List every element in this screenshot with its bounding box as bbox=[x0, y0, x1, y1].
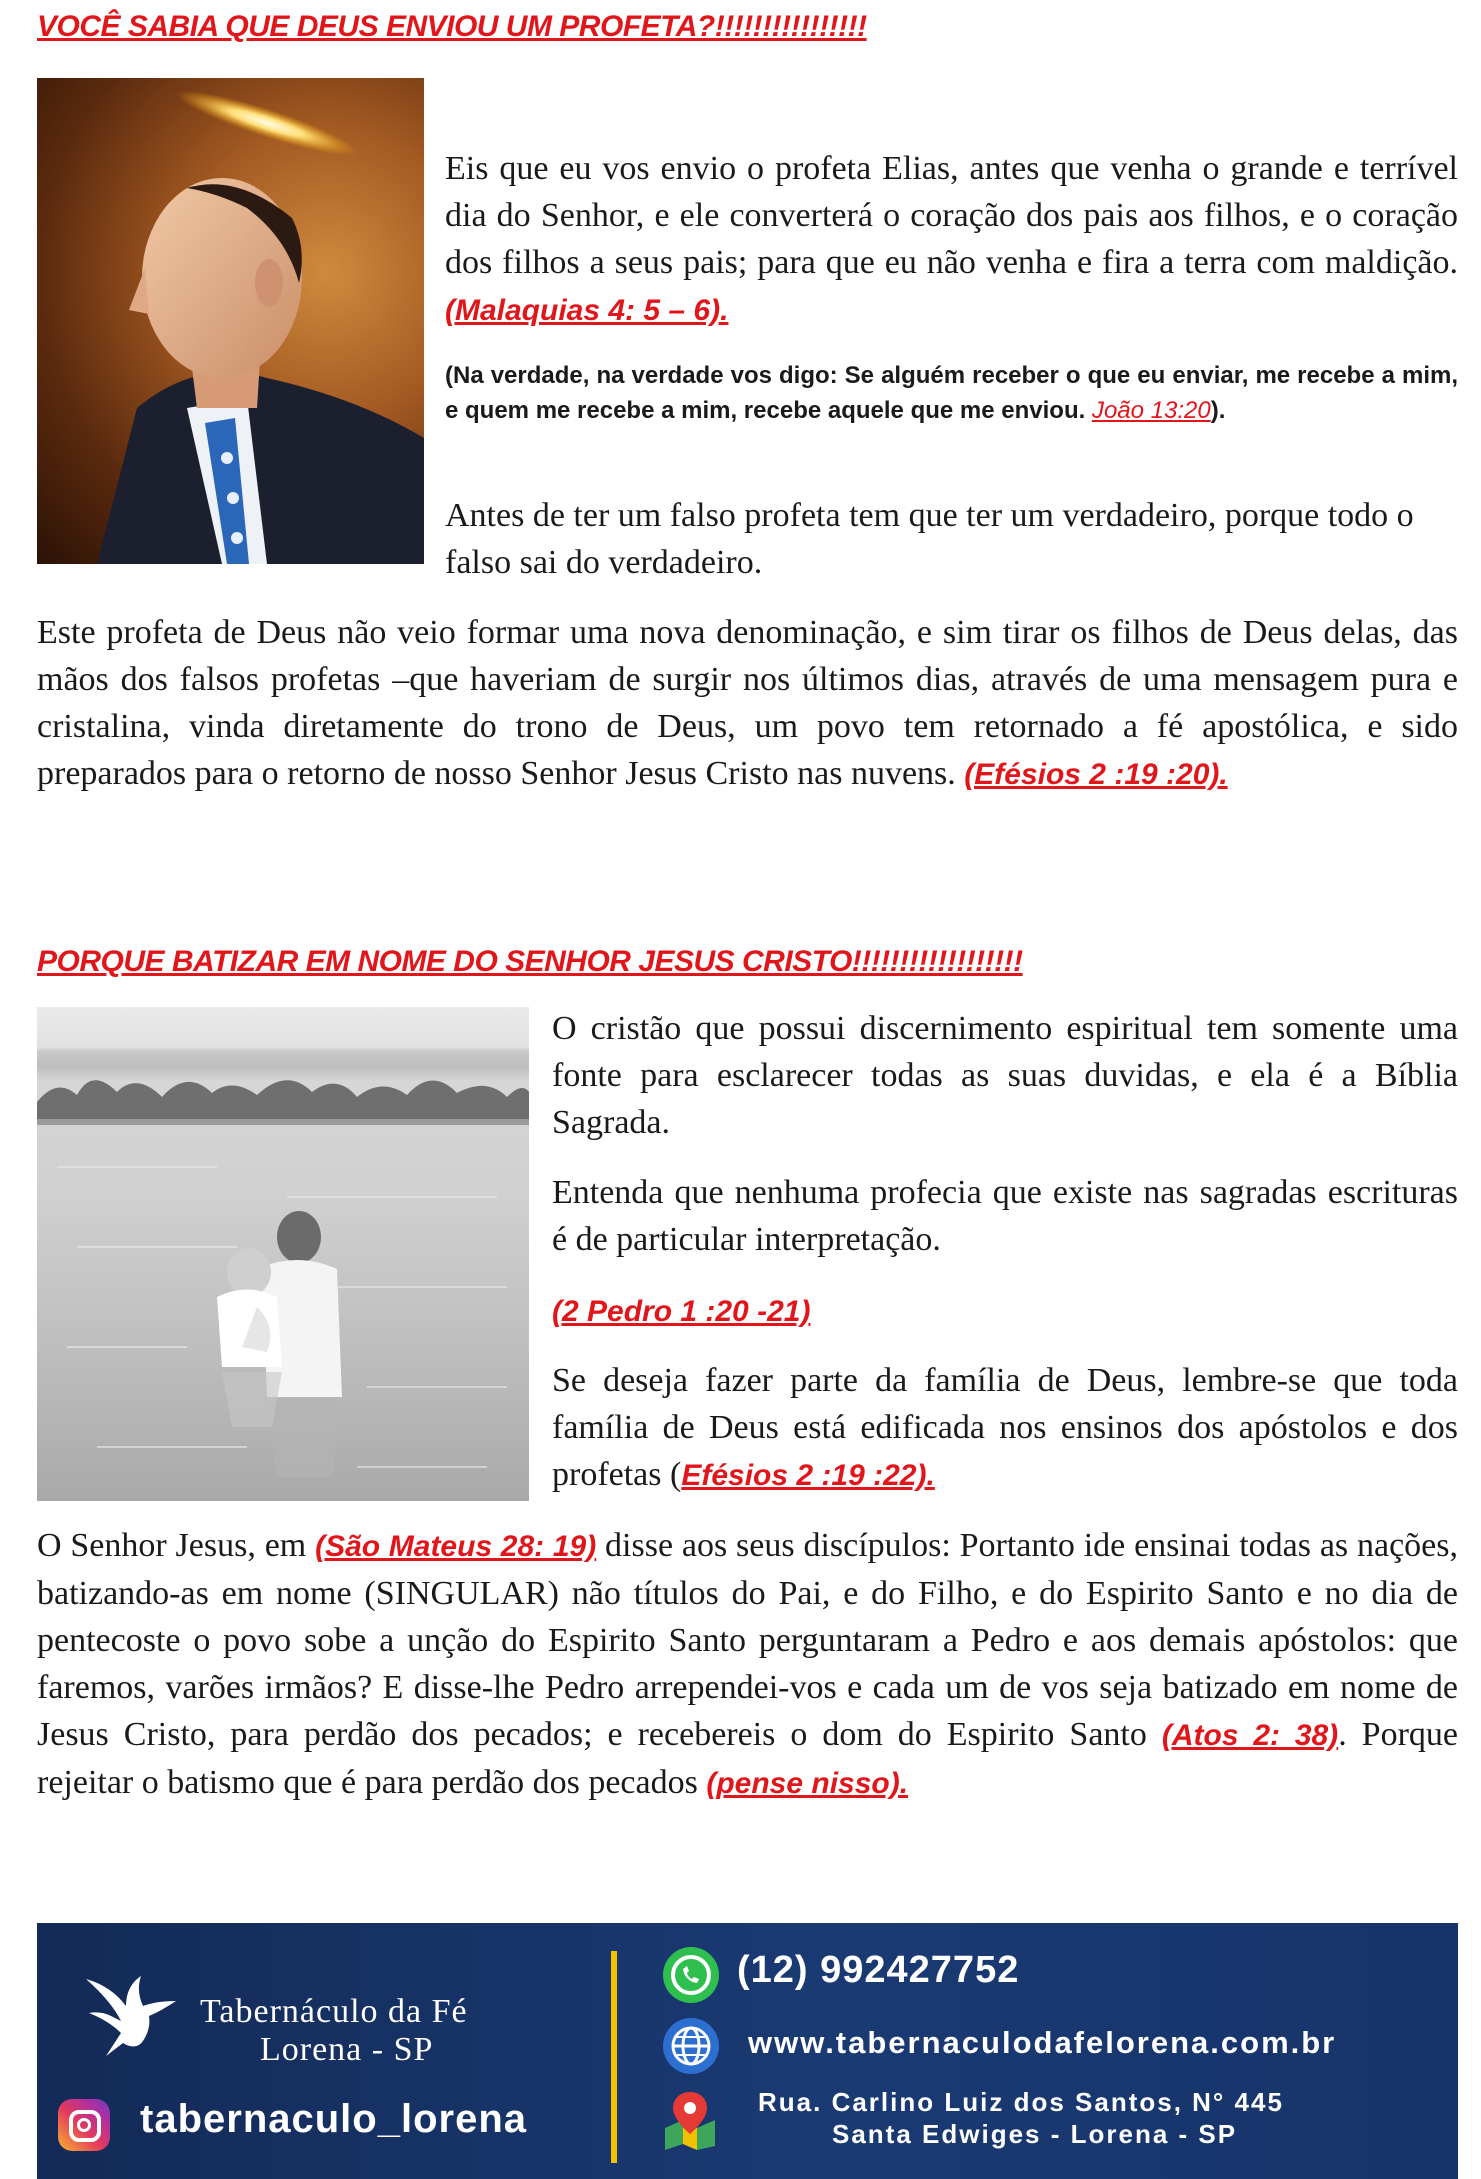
think-about-it-link[interactable]: (pense nisso). bbox=[706, 1767, 909, 1800]
malachi-reference-link[interactable]: (Malaquias 4: 5 – 6). bbox=[445, 294, 729, 327]
church-name-line1: Tabernáculo da Fé bbox=[200, 1993, 468, 2030]
banner-divider bbox=[611, 1951, 617, 2163]
john-reference-link[interactable]: João 13:20 bbox=[1091, 397, 1211, 424]
section2-body-a: O Senhor Jesus, em bbox=[37, 1527, 316, 1564]
peter-reference bbox=[552, 1288, 810, 1335]
instagram-handle[interactable]: tabernaculo_lorena bbox=[140, 2097, 528, 2141]
whatsapp-icon[interactable] bbox=[663, 1947, 719, 2003]
section2-body-c: . Porque rejeitar o batismo que é para perdão dos pecados bbox=[37, 1716, 1458, 1801]
globe-icon[interactable] bbox=[663, 2018, 719, 2074]
malachi-quote bbox=[445, 145, 1458, 334]
john-quote bbox=[445, 358, 1458, 428]
address-line2: Santa Edwiges - Lorena - SP bbox=[832, 2119, 1238, 2149]
section2-heading: PORQUE BATIZAR EM NOME DO SENHOR JESUS CRISTO!!!!!!!!!!!!!!!!!! bbox=[37, 945, 1023, 978]
footer-banner bbox=[37, 1923, 1458, 2179]
section2-para1: O cristão que possui discernimento espiritual tem somente uma fonte para esclarecer todas as suas duvidas, e ela é a Bíblia Sagrada. bbox=[552, 1010, 1458, 1141]
peter-reference-link[interactable]: (2 Pedro 1 :20 -21) bbox=[552, 1295, 811, 1328]
section2-para3 bbox=[552, 1357, 1458, 1499]
section2-para3-text: Se deseja fazer parte da família de Deus, lembre-se que toda família de Deus está edificada nos ensinos dos apóstolos e dos profetas ( bbox=[552, 1362, 1458, 1493]
section2-para2: Entenda que nenhuma profecia que existe nas sagradas escrituras é de particular interpretação. bbox=[552, 1174, 1458, 1258]
section2-body-b: disse aos seus discípulos: Portanto ide ensinai todas as nações, batizando-as em nome (SINGULAR) não títulos do Pai, e do Filho, e do Espirito Santo e no dia de pentecoste o povo sobe a unção do Espirito Santo perguntaram a Pedro e aos demais apóstolos: que faremos, varões irmãos? E disse-lhe Pedro arrependei-vos e cada um de vos seja batizado em nome de Jesus Cristo, para perdão dos pecados; e recebereis o dom do Espirito Santo bbox=[37, 1527, 1458, 1753]
matthew-reference-link[interactable]: (São Mateus 28: 19) bbox=[315, 1530, 597, 1563]
ephesians-2-22-link[interactable]: Efésios 2 :19 :22). bbox=[681, 1459, 935, 1492]
address-line1: Rua. Carlino Luiz dos Santos, N° 445 bbox=[758, 2087, 1284, 2117]
map-pin-icon[interactable] bbox=[659, 2088, 721, 2150]
false-prophet-paragraph: Antes de ter um falso profeta tem que ter um verdadeiro, porque todo o falso sai do verdadeiro. bbox=[445, 497, 1414, 581]
church-name-line2: Lorena - SP bbox=[260, 2031, 434, 2068]
baptism-photo-image bbox=[37, 1007, 529, 1501]
phone-number[interactable]: (12) 992427752 bbox=[737, 1949, 1020, 1991]
section1-body-paragraph bbox=[37, 609, 1458, 798]
john-quote-text: (Na verdade, na verdade vos digo: Se alguém receber o que eu enviar, me recebe a mim, e quem me recebe a mim, recebe aquele que me enviou. bbox=[445, 362, 1458, 424]
section1-body-text: Este profeta de Deus não veio formar uma nova denominação, e sim tirar os filhos de Deus delas, das mãos dos falsos profetas –que haveriam de surgir nos últimos dias, através de uma mensagem pura e cristalina, vinda diretamente do trono de Deus, um povo tem retornado a fé apostólica, e sido preparados para o retorno de nosso Senhor Jesus Cristo nas nuvens. bbox=[37, 614, 1458, 792]
john-quote-end: ). bbox=[1210, 397, 1226, 424]
section1-heading: VOCÊ SABIA QUE DEUS ENVIOU UM PROFETA?!!!!!!!!!!!!!!!! bbox=[37, 10, 867, 43]
eagle-logo-icon bbox=[81, 1971, 181, 2061]
acts-reference-link[interactable]: (Atos 2: 38) bbox=[1161, 1719, 1339, 1752]
malachi-quote-text: Eis que eu vos envio o profeta Elias, antes que venha o grande e terrível dia do Senhor, e ele converterá o coração dos pais aos filhos, e o coração dos filhos a seus pais; para que eu não venha e fira a terra com maldição. bbox=[445, 150, 1458, 281]
website-url[interactable]: www.tabernaculodafelorena.com.br bbox=[748, 2025, 1337, 2060]
instagram-icon[interactable] bbox=[58, 2099, 110, 2151]
prophet-portrait-image bbox=[37, 78, 424, 564]
ephesians-reference-link[interactable]: (Efésios 2 :19 :20). bbox=[964, 758, 1228, 791]
section2-body-paragraph bbox=[37, 1522, 1458, 1807]
